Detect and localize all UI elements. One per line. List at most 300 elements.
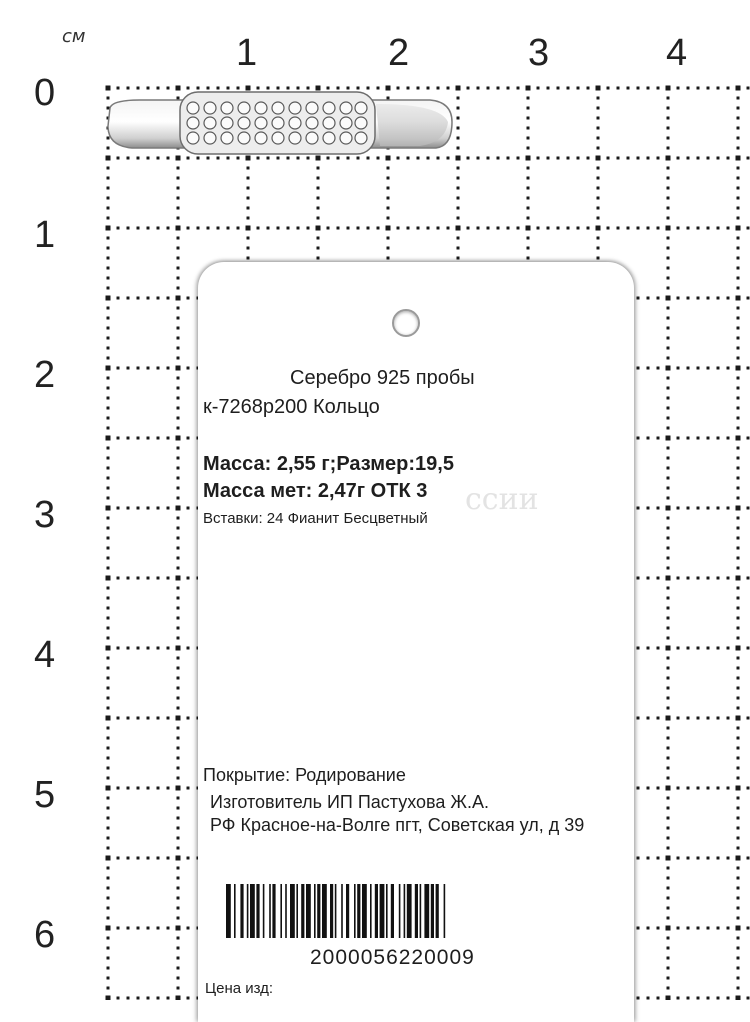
grid-dot — [687, 227, 690, 230]
grid-dot — [176, 646, 181, 651]
grid-dot — [127, 927, 130, 930]
grid-dot — [667, 877, 670, 880]
grid-dot — [107, 697, 110, 700]
grid-dot — [697, 717, 700, 720]
grid-dot — [367, 227, 370, 230]
grid-dot — [177, 387, 180, 390]
tag-maker-line: Изготовитель ИП Пастухова Ж.А. — [210, 792, 490, 812]
grid-dot — [707, 647, 710, 650]
grid-dot — [147, 437, 150, 440]
grid-dot — [107, 617, 110, 620]
grid-dot — [106, 646, 111, 651]
grid-dot — [687, 787, 690, 790]
grid-dot — [597, 237, 600, 240]
grid-dot — [667, 517, 670, 520]
grid-dot — [737, 537, 740, 540]
grid-dot — [737, 567, 740, 570]
grid-dot — [106, 576, 111, 581]
grid-dot — [747, 787, 750, 790]
grid-dot — [317, 217, 320, 220]
grid-dot — [187, 927, 190, 930]
grid-dot — [637, 997, 640, 1000]
stone — [306, 102, 318, 114]
grid-dot — [667, 677, 670, 680]
grid-dot — [666, 576, 671, 581]
grid-dot — [106, 856, 111, 861]
grid-dot — [107, 397, 110, 400]
grid-dot — [666, 786, 671, 791]
grid-dot — [727, 997, 730, 1000]
watermark-text: ссии — [465, 482, 539, 517]
grid-dot — [727, 927, 730, 930]
barcode-bar — [290, 884, 295, 938]
grid-dot — [737, 637, 740, 640]
grid-dot — [697, 507, 700, 510]
grid-dot — [107, 217, 110, 220]
grid-dot — [737, 727, 740, 730]
grid-dot — [177, 707, 180, 710]
grid-dot — [127, 997, 130, 1000]
grid-dot — [667, 587, 670, 590]
grid-dot — [667, 377, 670, 380]
grid-dot — [177, 547, 180, 550]
grid-dot — [737, 887, 740, 890]
y-ruler-1: 1 — [34, 214, 56, 256]
grid-dot — [677, 297, 680, 300]
grid-dot — [737, 407, 740, 410]
grid-dot — [107, 287, 110, 290]
grid-dot — [737, 477, 740, 480]
grid-dot — [637, 227, 640, 230]
x-ruler-2: 2 — [388, 32, 410, 74]
stone — [238, 117, 250, 129]
price-label: Цена изд: — [205, 980, 274, 997]
grid-dot — [137, 577, 140, 580]
grid-dot — [107, 707, 110, 710]
grid-dot — [667, 597, 670, 600]
grid-dot — [277, 227, 280, 230]
grid-dot — [667, 397, 670, 400]
grid-dot — [456, 226, 461, 231]
grid-dot — [737, 977, 740, 980]
grid-dot — [147, 227, 150, 230]
grid-dot — [107, 887, 110, 890]
tag-address-line: РФ Красное-на-Волге пгт, Советская ул, д 39 — [210, 815, 585, 835]
grid-dot — [667, 307, 670, 310]
grid-dot — [176, 576, 181, 581]
stone — [340, 117, 352, 129]
grid-dot — [177, 527, 180, 530]
grid-dot — [107, 807, 110, 810]
grid-dot — [737, 487, 740, 490]
stone — [272, 102, 284, 114]
barcode-bar — [370, 884, 372, 938]
grid-dot — [106, 436, 111, 441]
grid-dot — [107, 877, 110, 880]
grid-dot — [737, 777, 740, 780]
grid-dot — [737, 657, 740, 660]
barcode-bar — [301, 884, 304, 938]
grid-dot — [167, 437, 170, 440]
grid-dot — [157, 437, 160, 440]
barcode-bar — [407, 884, 412, 938]
grid-dot — [637, 857, 640, 860]
grid-dot — [167, 787, 170, 790]
grid-dot — [127, 437, 130, 440]
grid-dot — [737, 217, 740, 220]
grid-dot — [177, 417, 180, 420]
grid-dot — [737, 737, 740, 740]
grid-dot — [167, 507, 170, 510]
grid-dot — [727, 227, 730, 230]
grid-dot — [417, 227, 420, 230]
grid-dot — [177, 837, 180, 840]
grid-dot — [737, 237, 740, 240]
grid-dot — [147, 787, 150, 790]
grid-dot — [737, 357, 740, 360]
grid-dot — [677, 717, 680, 720]
grid-dot — [717, 577, 720, 580]
grid-dot — [737, 617, 740, 620]
stone — [306, 132, 318, 144]
grid-dot — [127, 297, 130, 300]
grid-dot — [737, 677, 740, 680]
grid-dot — [717, 857, 720, 860]
stone — [355, 117, 367, 129]
grid-dot — [707, 367, 710, 370]
grid-dot — [667, 327, 670, 330]
grid-dot — [637, 717, 640, 720]
grid-dot — [637, 647, 640, 650]
grid-dot — [107, 537, 110, 540]
grid-dot — [167, 297, 170, 300]
grid-dot — [177, 397, 180, 400]
grid-dot — [667, 427, 670, 430]
grid-dot — [177, 737, 180, 740]
grid-dot — [387, 257, 390, 260]
grid-dot — [736, 996, 741, 1001]
grid-dot — [667, 287, 670, 290]
barcode-bar — [240, 884, 243, 938]
grid-dot — [667, 777, 670, 780]
grid-dot — [747, 927, 750, 930]
grid-dot — [697, 437, 700, 440]
grid-dot — [666, 506, 671, 511]
grid-dot — [177, 617, 180, 620]
grid-dot — [667, 697, 670, 700]
grid-dot — [357, 227, 360, 230]
grid-dot — [497, 227, 500, 230]
stone — [340, 132, 352, 144]
grid-dot — [717, 297, 720, 300]
grid-dot — [107, 447, 110, 450]
grid-dot — [727, 437, 730, 440]
grid-dot — [177, 947, 180, 950]
grid-dot — [257, 227, 260, 230]
grid-dot — [667, 667, 670, 670]
grid-dot — [147, 927, 150, 930]
grid-dot — [737, 867, 740, 870]
grid-dot — [737, 307, 740, 310]
tag-metal-line: Серебро 925 пробы — [290, 367, 475, 389]
grid-dot — [187, 717, 190, 720]
grid-dot — [107, 777, 110, 780]
grid-dot — [747, 997, 750, 1000]
grid-dot — [117, 647, 120, 650]
grid-dot — [117, 367, 120, 370]
grid-dot — [107, 597, 110, 600]
grid-dot — [287, 227, 290, 230]
grid-dot — [667, 467, 670, 470]
grid-dot — [727, 647, 730, 650]
grid-dot — [687, 927, 690, 930]
stone — [255, 117, 267, 129]
grid-dot — [107, 817, 110, 820]
grid-dot — [176, 856, 181, 861]
grid-dot — [587, 227, 590, 230]
stone — [187, 117, 199, 129]
grid-dot — [147, 997, 150, 1000]
grid-dot — [527, 207, 530, 210]
grid-dot — [107, 587, 110, 590]
grid-dot — [737, 847, 740, 850]
stone — [204, 132, 216, 144]
grid-dot — [177, 607, 180, 610]
grid-dot — [697, 367, 700, 370]
grid-dot — [167, 227, 170, 230]
grid-dot — [667, 887, 670, 890]
grid-dot — [667, 207, 670, 210]
grid-dot — [736, 296, 741, 301]
grid-dot — [737, 807, 740, 810]
grid-dot — [457, 257, 460, 260]
grid-dot — [127, 787, 130, 790]
grid-dot — [647, 647, 650, 650]
grid-dot — [147, 367, 150, 370]
grid-dot — [736, 646, 741, 651]
grid-dot — [736, 576, 741, 581]
grid-dot — [177, 307, 180, 310]
grid-dot — [176, 996, 181, 1001]
grid-dot — [547, 227, 550, 230]
y-ruler-3: 3 — [34, 494, 56, 536]
barcode-bar — [306, 884, 311, 938]
grid-dot — [167, 717, 170, 720]
grid-dot — [177, 427, 180, 430]
grid-dot — [117, 507, 120, 510]
grid-dot — [647, 997, 650, 1000]
stone — [238, 132, 250, 144]
stone — [187, 102, 199, 114]
grid-dot — [157, 927, 160, 930]
grid-dot — [177, 567, 180, 570]
grid-dot — [177, 877, 180, 880]
grid-dot — [697, 577, 700, 580]
grid-dot — [666, 296, 671, 301]
grid-dot — [637, 507, 640, 510]
grid-dot — [607, 227, 610, 230]
grid-dot — [137, 507, 140, 510]
grid-dot — [747, 297, 750, 300]
grid-dot — [107, 867, 110, 870]
grid-dot — [107, 627, 110, 630]
grid-dot — [647, 577, 650, 580]
grid-dot — [246, 226, 251, 231]
grid-dot — [737, 627, 740, 630]
grid-dot — [187, 297, 190, 300]
grid-dot — [176, 366, 181, 371]
barcode-bar — [280, 884, 282, 938]
barcode-bar — [330, 884, 333, 938]
grid-dot — [386, 226, 391, 231]
grid-dot — [347, 227, 350, 230]
grid-dot — [387, 207, 390, 210]
grid-dot — [737, 387, 740, 390]
grid-dot — [737, 907, 740, 910]
grid-dot — [737, 897, 740, 900]
grid-dot — [327, 227, 330, 230]
grid-dot — [177, 897, 180, 900]
grid-dot — [697, 647, 700, 650]
grid-dot — [177, 517, 180, 520]
grid-dot — [317, 207, 320, 210]
grid-dot — [747, 437, 750, 440]
grid-dot — [526, 226, 531, 231]
grid-dot — [137, 857, 140, 860]
grid-dot — [167, 367, 170, 370]
grid-dot — [107, 987, 110, 990]
grid-dot — [647, 507, 650, 510]
grid-dot — [677, 997, 680, 1000]
grid-dot — [667, 767, 670, 770]
grid-dot — [707, 577, 710, 580]
grid-dot — [157, 227, 160, 230]
y-ruler-0: 0 — [34, 72, 56, 114]
stone — [221, 132, 233, 144]
grid-dot — [737, 547, 740, 550]
grid-dot — [667, 957, 670, 960]
grid-dot — [107, 667, 110, 670]
grid-dot — [667, 267, 670, 270]
grid-dot — [237, 227, 240, 230]
barcode-bar — [354, 884, 356, 938]
grid-dot — [177, 327, 180, 330]
grid-dot — [177, 757, 180, 760]
stone — [323, 117, 335, 129]
grid-dot — [737, 877, 740, 880]
grid-dot — [157, 367, 160, 370]
grid-dot — [737, 427, 740, 430]
grid-dot — [667, 947, 670, 950]
grid-dot — [667, 937, 670, 940]
grid-dot — [127, 367, 130, 370]
grid-dot — [107, 977, 110, 980]
grid-dot — [247, 257, 250, 260]
grid-dot — [657, 997, 660, 1000]
grid-dot — [387, 217, 390, 220]
barcode-bar — [404, 884, 406, 938]
grid-dot — [667, 557, 670, 560]
barcode-bar — [341, 884, 343, 938]
grid-dot — [737, 837, 740, 840]
grid-dot — [677, 507, 680, 510]
grid-dot — [687, 647, 690, 650]
barcode-bar — [386, 884, 388, 938]
grid-dot — [106, 226, 111, 231]
grid-dot — [737, 827, 740, 830]
grid-dot — [737, 587, 740, 590]
stone — [238, 102, 250, 114]
stone — [355, 102, 367, 114]
grid-dot — [677, 367, 680, 370]
grid-dot — [737, 417, 740, 420]
grid-dot — [137, 787, 140, 790]
grid-dot — [667, 907, 670, 910]
tag-inserts-line: Вставки: 24 Фианит Бесцветный — [203, 510, 428, 527]
grid-dot — [667, 247, 670, 250]
grid-dot — [177, 767, 180, 770]
grid-dot — [666, 716, 671, 721]
stone — [204, 102, 216, 114]
grid-dot — [177, 967, 180, 970]
grid-dot — [107, 737, 110, 740]
grid-dot — [177, 537, 180, 540]
grid-dot — [707, 927, 710, 930]
grid-dot — [737, 527, 740, 530]
grid-dot — [107, 547, 110, 550]
grid-dot — [127, 717, 130, 720]
barcode-bar — [444, 884, 446, 938]
grid-dot — [736, 716, 741, 721]
grid-dot — [667, 447, 670, 450]
y-ruler-4: 4 — [34, 634, 56, 676]
grid-dot — [177, 907, 180, 910]
grid-dot — [177, 847, 180, 850]
grid-dot — [127, 577, 130, 580]
tag-metal-mass-line: Масса мет: 2,47г ОТК 3 — [203, 480, 428, 502]
grid-dot — [177, 667, 180, 670]
grid-dot — [107, 637, 110, 640]
barcode-bar — [314, 884, 316, 938]
barcode-bar — [269, 884, 271, 938]
grid-dot — [667, 257, 670, 260]
grid-dot — [177, 777, 180, 780]
grid-dot — [457, 217, 460, 220]
grid-dot — [667, 547, 670, 550]
grid-dot — [517, 227, 520, 230]
barcode-bar — [272, 884, 275, 938]
grid-dot — [727, 297, 730, 300]
grid-dot — [177, 337, 180, 340]
grid-dot — [227, 227, 230, 230]
grid-dot — [737, 397, 740, 400]
grid-dot — [117, 577, 120, 580]
grid-dot — [667, 217, 670, 220]
grid-dot — [177, 917, 180, 920]
grid-dot — [737, 797, 740, 800]
grid-dot — [687, 297, 690, 300]
grid-dot — [137, 647, 140, 650]
grid-dot — [577, 227, 580, 230]
grid-dot — [747, 227, 750, 230]
stone — [289, 132, 301, 144]
grid-dot — [737, 757, 740, 760]
barcode-bar — [415, 884, 418, 938]
grid-dot — [667, 387, 670, 390]
grid-dot — [667, 797, 670, 800]
grid-dot — [697, 927, 700, 930]
grid-dot — [707, 857, 710, 860]
